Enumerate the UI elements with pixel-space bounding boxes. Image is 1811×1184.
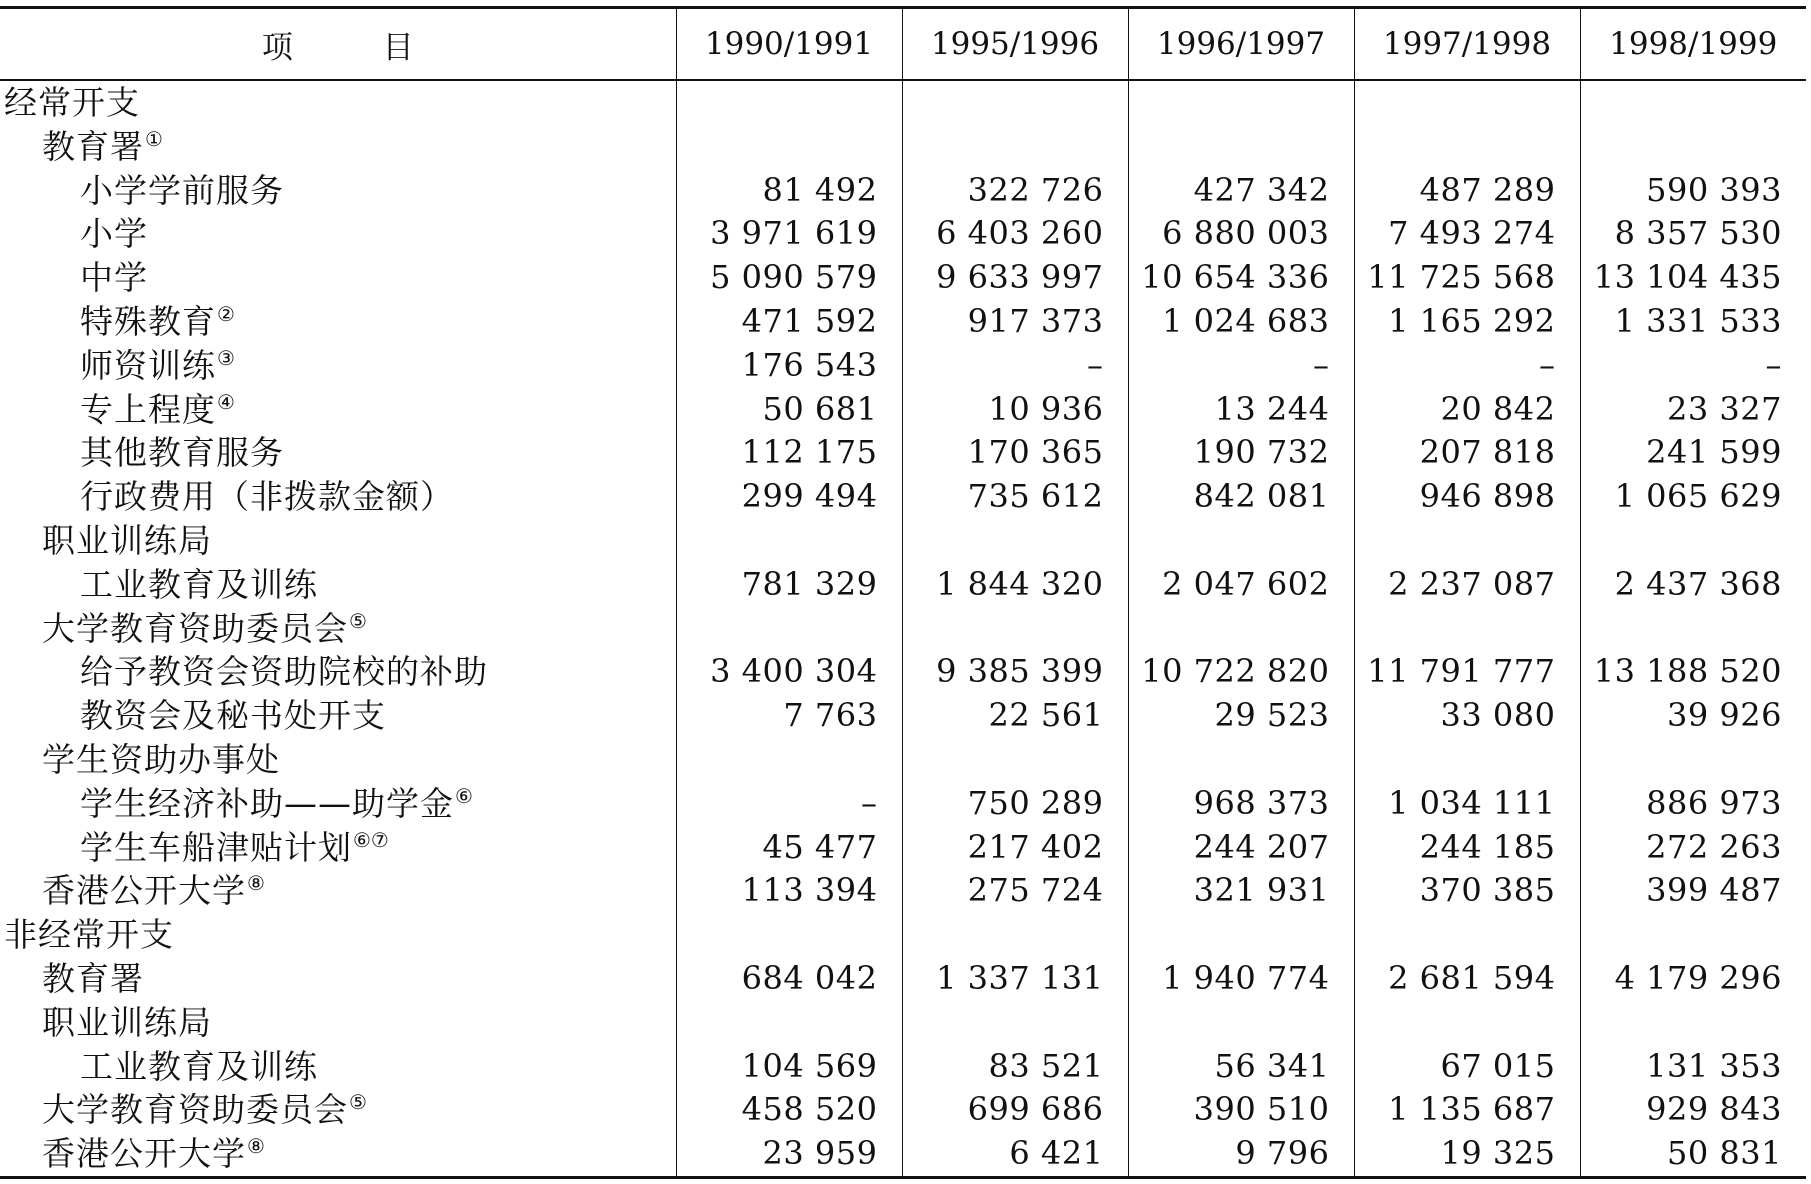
table-cell-value: [902, 519, 1128, 563]
table-cell-value: 113 394: [676, 869, 902, 913]
table-cell-value: 10 936: [902, 388, 1128, 432]
table-cell-value: 1 337 131: [902, 957, 1128, 1001]
table-header: [0, 8, 1806, 81]
table-row: [0, 563, 1806, 607]
table-cell-value: [1128, 1001, 1354, 1045]
footnote-marker: ②: [217, 301, 235, 326]
table-cell-value: 1 331 533: [1580, 300, 1806, 344]
table-cell-value: 20 842: [1354, 388, 1580, 432]
table-cell-value: 946 898: [1354, 475, 1580, 519]
header-year: 1998/1999: [1580, 8, 1806, 81]
row-label: [0, 782, 676, 826]
row-label: [0, 738, 676, 782]
table-cell-value: [1354, 519, 1580, 563]
table-cell-value: [676, 738, 902, 782]
row-label: [0, 388, 676, 432]
row-label-text: 职业训练局: [42, 520, 212, 560]
table-row: [0, 431, 1806, 475]
table-cell-value: [902, 125, 1128, 169]
table-cell-value: 929 843: [1580, 1088, 1806, 1132]
table-cell-value: 244 185: [1354, 826, 1580, 870]
row-label: [0, 80, 676, 125]
table-row: [0, 957, 1806, 1001]
table-row: [0, 782, 1806, 826]
table-cell-value: 11 791 777: [1354, 650, 1580, 694]
table-cell-value: 9 385 399: [902, 650, 1128, 694]
table-cell-value: 131 353: [1580, 1045, 1806, 1089]
table-cell-value: [1128, 738, 1354, 782]
table-cell-value: [1580, 80, 1806, 125]
table-cell-value: 272 263: [1580, 826, 1806, 870]
expenditure-table: [0, 6, 1806, 1179]
table-cell-value: [1128, 519, 1354, 563]
footnote-marker: ③: [217, 345, 235, 370]
row-label-text: 教资会及秘书处开支: [80, 696, 386, 736]
table-row: [0, 1045, 1806, 1089]
row-label: [0, 256, 676, 300]
table-cell-value: 2 437 368: [1580, 563, 1806, 607]
footnote-marker: ⑤: [349, 1090, 367, 1115]
footnote-marker: ①: [145, 126, 163, 151]
row-label-text: 学生车船津贴计划: [80, 827, 352, 867]
table-row: [0, 738, 1806, 782]
table-cell-value: 104 569: [676, 1045, 902, 1089]
table-cell-value: 399 487: [1580, 869, 1806, 913]
row-label: [0, 169, 676, 213]
row-label-text: 小学学前服务: [80, 170, 284, 210]
table-cell-value: 170 365: [902, 431, 1128, 475]
table-cell-value: 917 373: [902, 300, 1128, 344]
row-label-text: 经常开支: [4, 83, 140, 122]
table-row: [0, 1088, 1806, 1132]
table-cell-value: 699 686: [902, 1088, 1128, 1132]
row-label-text: 非经常开支: [4, 915, 174, 955]
row-label-text: 教育署: [42, 958, 144, 998]
table-cell-value: 321 931: [1128, 869, 1354, 913]
table-cell-value: 390 510: [1128, 1088, 1354, 1132]
table-cell-value: 471 592: [676, 300, 902, 344]
table-cell-value: [902, 738, 1128, 782]
table-cell-value: 241 599: [1580, 431, 1806, 475]
table-row: [0, 519, 1806, 563]
row-label: [0, 826, 676, 870]
row-label-text: 专上程度: [80, 389, 216, 429]
table-cell-value: –: [1580, 344, 1806, 388]
row-label: [0, 344, 676, 388]
table-row: [0, 212, 1806, 256]
row-label: [0, 300, 676, 344]
table-cell-value: [676, 80, 902, 125]
table-cell-value: [1354, 607, 1580, 651]
table-cell-value: [1580, 738, 1806, 782]
table-cell-value: 112 175: [676, 431, 902, 475]
table-cell-value: 244 207: [1128, 826, 1354, 870]
row-label-text: 香港公开大学: [42, 871, 246, 911]
table-cell-value: [1580, 607, 1806, 651]
table-cell-value: 13 188 520: [1580, 650, 1806, 694]
table-cell-value: 13 104 435: [1580, 256, 1806, 300]
table-row: [0, 1132, 1806, 1177]
row-label: [0, 212, 676, 256]
table-cell-value: 83 521: [902, 1045, 1128, 1089]
table-cell-value: 1 065 629: [1580, 475, 1806, 519]
table-cell-value: 458 520: [676, 1088, 902, 1132]
table-cell-value: 2 681 594: [1354, 957, 1580, 1001]
table-cell-value: 19 325: [1354, 1132, 1580, 1177]
row-label: [0, 694, 676, 738]
table-cell-value: 23 327: [1580, 388, 1806, 432]
row-label: [0, 869, 676, 913]
table-cell-value: 487 289: [1354, 169, 1580, 213]
table-cell-value: 590 393: [1580, 169, 1806, 213]
table-cell-value: 322 726: [902, 169, 1128, 213]
row-label-text: 特殊教育: [80, 301, 216, 341]
table-cell-value: 11 725 568: [1354, 256, 1580, 300]
table-cell-value: 7 763: [676, 694, 902, 738]
row-label-text: 给予教资会资助院校的补助: [80, 652, 488, 692]
row-label: [0, 563, 676, 607]
table-row: [0, 344, 1806, 388]
header-year: 1995/1996: [902, 8, 1128, 81]
row-label: [0, 125, 676, 169]
table-cell-value: 81 492: [676, 169, 902, 213]
row-label-text: 大学教育资助委员会: [42, 608, 348, 648]
table-cell-value: 29 523: [1128, 694, 1354, 738]
table-cell-value: 23 959: [676, 1132, 902, 1177]
table-row: [0, 1001, 1806, 1045]
table-cell-value: [902, 607, 1128, 651]
row-label-text: 小学: [80, 214, 148, 254]
table-cell-value: [902, 80, 1128, 125]
table-cell-value: 299 494: [676, 475, 902, 519]
table-cell-value: 9 633 997: [902, 256, 1128, 300]
table-cell-value: 39 926: [1580, 694, 1806, 738]
table-cell-value: –: [1354, 344, 1580, 388]
header-item: 项 目: [0, 8, 676, 81]
table-cell-value: [676, 607, 902, 651]
table-row: [0, 256, 1806, 300]
row-label-text: 工业教育及训练: [80, 1046, 318, 1086]
table-cell-value: 1 034 111: [1354, 782, 1580, 826]
table-cell-value: [1128, 607, 1354, 651]
table-cell-value: 6 880 003: [1128, 212, 1354, 256]
table-cell-value: 9 796: [1128, 1132, 1354, 1177]
header-year: 1990/1991: [676, 8, 902, 81]
table-cell-value: 2 237 087: [1354, 563, 1580, 607]
row-label: [0, 607, 676, 651]
table-cell-value: 3 971 619: [676, 212, 902, 256]
row-label-text: 职业训练局: [42, 1002, 212, 1042]
table-cell-value: [1354, 80, 1580, 125]
footnote-marker: ⑥: [455, 783, 473, 808]
table-cell-value: 33 080: [1354, 694, 1580, 738]
table-cell-value: [1128, 125, 1354, 169]
table-cell-value: –: [676, 782, 902, 826]
table-cell-value: [902, 913, 1128, 957]
table-cell-value: 735 612: [902, 475, 1128, 519]
table-cell-value: 10 722 820: [1128, 650, 1354, 694]
table-body: [0, 80, 1806, 1177]
table-cell-value: 427 342: [1128, 169, 1354, 213]
footnote-marker: ⑧: [247, 1134, 265, 1159]
footnote-marker: ⑧: [247, 871, 265, 896]
table-cell-value: [676, 519, 902, 563]
table-cell-value: –: [1128, 344, 1354, 388]
table-cell-value: 50 831: [1580, 1132, 1806, 1177]
table-row: [0, 607, 1806, 651]
table-cell-value: [676, 913, 902, 957]
table-row: [0, 694, 1806, 738]
table-row: [0, 650, 1806, 694]
table-cell-value: 56 341: [1128, 1045, 1354, 1089]
header-row: [0, 8, 1806, 81]
table-row: [0, 388, 1806, 432]
footnote-marker: ⑥⑦: [353, 827, 389, 852]
row-label-text: 学生资助办事处: [42, 739, 280, 779]
table-cell-value: [1354, 738, 1580, 782]
table-row: [0, 80, 1806, 125]
header-year: 1997/1998: [1354, 8, 1580, 81]
row-label: [0, 913, 676, 957]
table-cell-value: [1580, 1001, 1806, 1045]
footnote-marker: ④: [217, 389, 235, 414]
table-cell-value: 4 179 296: [1580, 957, 1806, 1001]
table-cell-value: 5 090 579: [676, 256, 902, 300]
table-row: [0, 475, 1806, 519]
row-label-text: 工业教育及训练: [80, 564, 318, 604]
table-cell-value: 10 654 336: [1128, 256, 1354, 300]
table-cell-value: 13 244: [1128, 388, 1354, 432]
table-cell-value: 1 844 320: [902, 563, 1128, 607]
footnote-marker: ⑤: [349, 608, 367, 633]
row-label-text: 师资训练: [80, 345, 216, 385]
table-cell-value: 2 047 602: [1128, 563, 1354, 607]
row-label: [0, 957, 676, 1001]
table-cell-value: 275 724: [902, 869, 1128, 913]
table-cell-value: [902, 1001, 1128, 1045]
row-label: [0, 475, 676, 519]
table-cell-value: 3 400 304: [676, 650, 902, 694]
table-cell-value: 1 024 683: [1128, 300, 1354, 344]
table-cell-value: 207 818: [1354, 431, 1580, 475]
table-cell-value: [1128, 913, 1354, 957]
table-cell-value: [1580, 519, 1806, 563]
table-cell-value: 217 402: [902, 826, 1128, 870]
row-label-text: 中学: [80, 258, 148, 298]
table-row: [0, 300, 1806, 344]
table-cell-value: 6 403 260: [902, 212, 1128, 256]
table-cell-value: [1354, 913, 1580, 957]
table-cell-value: 6 421: [902, 1132, 1128, 1177]
table-cell-value: 886 973: [1580, 782, 1806, 826]
table-row: [0, 826, 1806, 870]
table-cell-value: [1354, 125, 1580, 169]
table-row: [0, 125, 1806, 169]
row-label-text: 大学教育资助委员会: [42, 1090, 348, 1130]
row-label-text: 学生经济补助——助学金: [80, 783, 454, 823]
table-cell-value: [676, 1001, 902, 1045]
table-cell-value: 7 493 274: [1354, 212, 1580, 256]
table-row: [0, 869, 1806, 913]
table-cell-value: [1128, 80, 1354, 125]
table-cell-value: 1 940 774: [1128, 957, 1354, 1001]
table-cell-value: 370 385: [1354, 869, 1580, 913]
row-label: [0, 519, 676, 563]
table-cell-value: 684 042: [676, 957, 902, 1001]
table-cell-value: 968 373: [1128, 782, 1354, 826]
header-year: 1996/1997: [1128, 8, 1354, 81]
row-label: [0, 1001, 676, 1045]
table-cell-value: [1580, 913, 1806, 957]
row-label: [0, 1088, 676, 1132]
table-cell-value: 1 135 687: [1354, 1088, 1580, 1132]
table-cell-value: 1 165 292: [1354, 300, 1580, 344]
table-cell-value: 8 357 530: [1580, 212, 1806, 256]
row-label: [0, 1045, 676, 1089]
table-row: [0, 913, 1806, 957]
row-label-text: 行政费用（非拨款金额）: [80, 477, 454, 517]
table-row: [0, 169, 1806, 213]
table-cell-value: –: [902, 344, 1128, 388]
table-cell-value: 22 561: [902, 694, 1128, 738]
row-label-text: 香港公开大学: [42, 1134, 246, 1174]
table-cell-value: [1354, 1001, 1580, 1045]
table-cell-value: 50 681: [676, 388, 902, 432]
table-cell-value: 842 081: [1128, 475, 1354, 519]
row-label-text: 教育署: [42, 126, 144, 166]
table-cell-value: 176 543: [676, 344, 902, 388]
row-label: [0, 650, 676, 694]
row-label: [0, 431, 676, 475]
row-label-text: 其他教育服务: [80, 433, 284, 473]
table-cell-value: [1580, 125, 1806, 169]
row-label: [0, 1132, 676, 1177]
table-cell-value: 781 329: [676, 563, 902, 607]
table-cell-value: 750 289: [902, 782, 1128, 826]
table-cell-value: [676, 125, 902, 169]
table-cell-value: 67 015: [1354, 1045, 1580, 1089]
table-cell-value: 45 477: [676, 826, 902, 870]
table-cell-value: 190 732: [1128, 431, 1354, 475]
